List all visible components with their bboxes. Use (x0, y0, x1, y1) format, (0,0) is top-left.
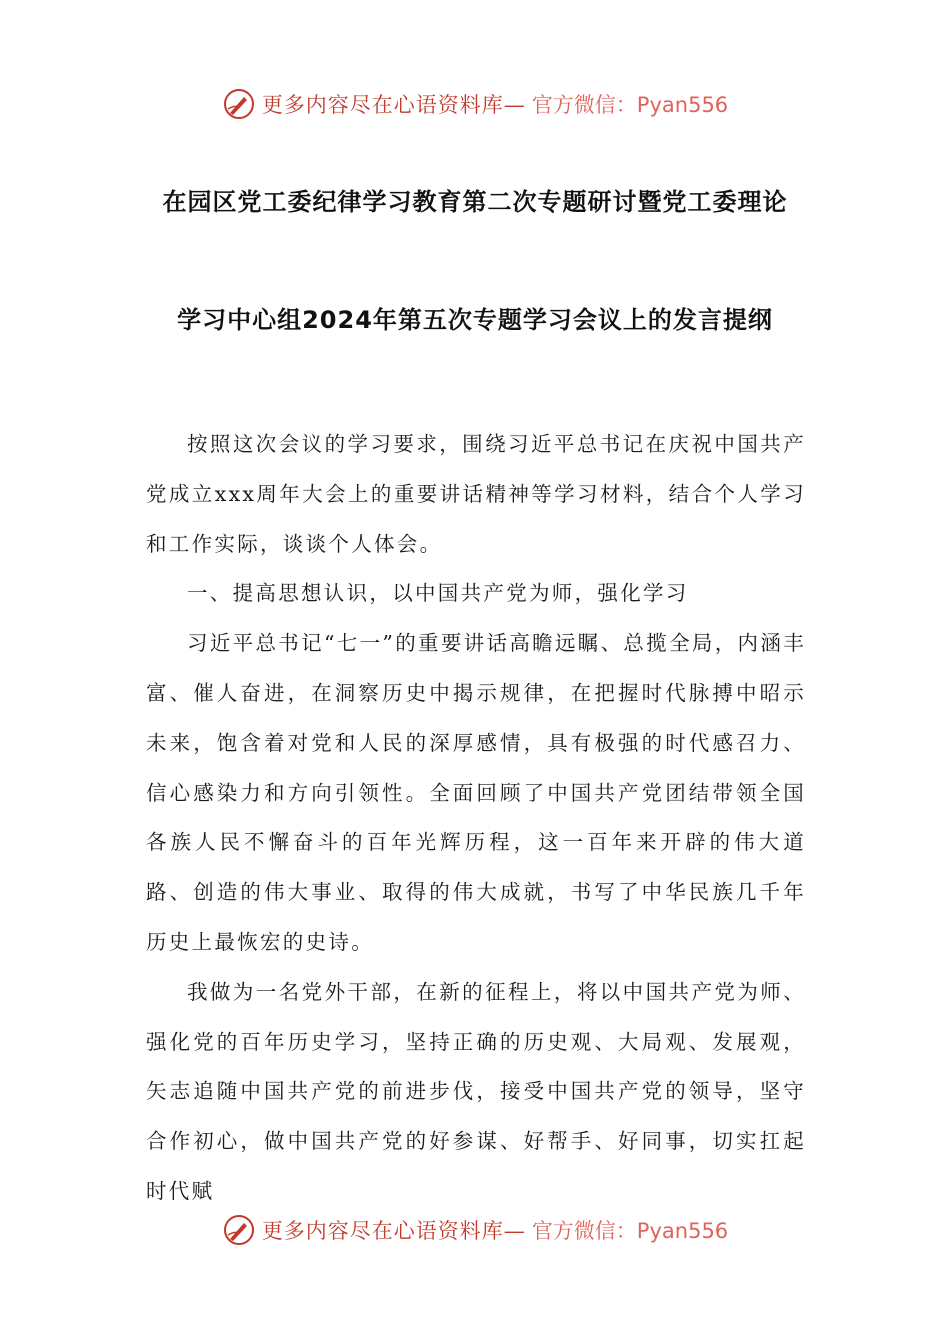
document-title-line-2: 学习中心组2024年第五次专题学习会议上的发言提纲 (177, 306, 773, 334)
footer-watermark (0, 1210, 950, 1250)
pen-logo-icon (222, 87, 256, 121)
watermark-wechat-text: 官方微信：Pyan556 (531, 93, 729, 117)
document-title-line-1: 在园区党工委纪律学习教育第二次专题研讨暨党工委理论 (162, 188, 788, 216)
header-watermark (0, 84, 950, 124)
document-body (146, 420, 806, 1217)
watermark-brand-text: 更多内容尽在心语资料库— (261, 93, 526, 117)
paragraph: 按照这次会议的学习要求，围绕习近平总书记在庆祝中国共产党成立xxx周年大会上的重要讲话精神等学习材料，结合个人学习和工作实际，谈谈个人体会。 (146, 432, 806, 556)
watermark-brand-text: 更多内容尽在心语资料库— (261, 1219, 526, 1243)
section-heading: 一、提高思想认识，以中国共产党为师，强化学习 (187, 581, 689, 606)
paragraph: 我做为一名党外干部，在新的征程上，将以中国共产党为师、强化党的百年历史学习，坚持正确的历史观、大局观、发展观，矢志追随中国共产党的前进步伐，接受中国共产党的领导，坚守合作初心，做中国共产党的好参谋、好帮手、好同事，切实扛起时代赋 (146, 979, 806, 1203)
paragraph: 习近平总书记“七一”的重要讲话高瞻远瞩、总揽全局，内涵丰富、催人奋进，在洞察历史中揭示规律，在把握时代脉搏中昭示未来，饱含着对党和人民的深厚感情，具有极强的时代感召力、信心感染力和方向引领性。全面回顾了中国共产党团结带领全国各族人民不懈奋斗的百年光辉历程，这一百年来开辟的伟大道路、创造的伟大事业、取得的伟大成就，书写了中华民族几千年历史上最恢宏的史诗。 (146, 631, 806, 954)
pen-logo-icon (222, 1213, 256, 1247)
watermark-wechat-text: 官方微信：Pyan556 (531, 1219, 729, 1243)
